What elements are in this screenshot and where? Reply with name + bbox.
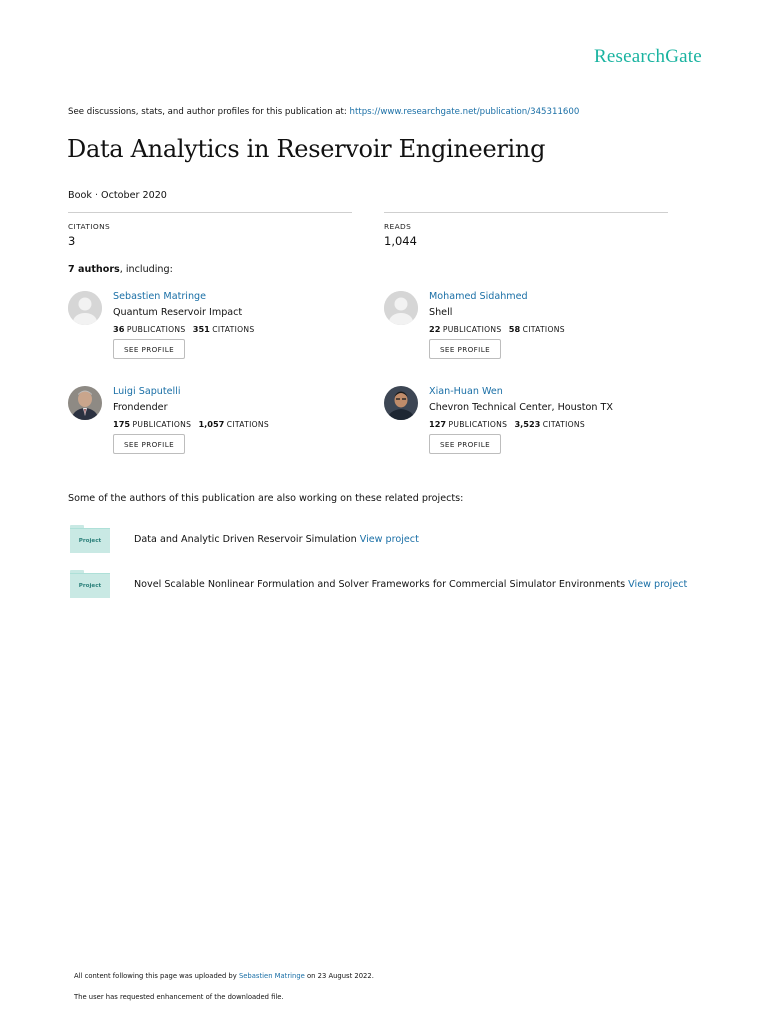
publication-title: Data Analytics in Reservoir Engineering (67, 135, 546, 163)
project-title: Novel Scalable Nonlinear Formulation and Solver Frameworks for Commercial Simulator Environments (134, 579, 626, 590)
view-project-link[interactable]: View project (359, 534, 419, 545)
author-institution: Quantum Reservoir Impact (113, 307, 243, 318)
researchgate-logo[interactable]: ResearchGate (594, 46, 702, 67)
reads-divider (384, 212, 668, 213)
placeholder-avatar-icon[interactable] (384, 291, 418, 325)
citations-count: 58 (508, 324, 521, 334)
authors-heading (68, 264, 173, 275)
view-project-link[interactable]: View project (628, 579, 688, 590)
publication-meta (68, 190, 167, 201)
author-stats (113, 324, 255, 334)
publications-count: 22 (429, 324, 441, 334)
project-item (68, 525, 708, 555)
citations-label: CITATIONS (542, 420, 586, 429)
project-title-line (134, 534, 419, 545)
citations-count: 3,523 (514, 419, 541, 429)
see-profile-button[interactable]: SEE PROFILE (113, 339, 185, 359)
citations-label: CITATIONS (522, 325, 565, 334)
folder-label: Project (70, 573, 110, 598)
citations-label: CITATIONS (226, 420, 270, 429)
project-title-line (134, 579, 687, 590)
author-card (68, 291, 368, 371)
publications-count: 127 (429, 419, 447, 429)
reads-value: 1,044 (384, 234, 417, 248)
author-card (68, 386, 368, 466)
citations-label: CITATIONS (68, 222, 111, 231)
author-institution: Shell (429, 307, 453, 318)
author-stats (429, 419, 585, 429)
project-item (68, 570, 708, 600)
photo-avatar[interactable] (68, 386, 102, 420)
upload-note (74, 972, 374, 980)
discussion-text: See discussions, stats, and author profiles for this publication at: (68, 107, 347, 117)
publications-count: 36 (113, 324, 125, 334)
upload-prefix: All content following this page was uploaded by (74, 972, 237, 980)
placeholder-avatar-icon[interactable] (68, 291, 102, 325)
author-stats (113, 419, 269, 429)
publication-type: Book (68, 190, 92, 201)
author-stats (429, 324, 565, 334)
author-name-link[interactable]: Mohamed Sidahmed (429, 291, 528, 302)
project-folder-icon[interactable] (70, 525, 110, 553)
uploader-link[interactable]: Sebastien Matringe (238, 972, 305, 980)
publications-label: PUBLICATIONS (448, 420, 508, 429)
meta-separator: · (91, 190, 102, 201)
project-title: Data and Analytic Driven Reservoir Simulation (134, 534, 357, 545)
publications-label: PUBLICATIONS (442, 325, 502, 334)
photo-avatar[interactable] (384, 386, 418, 420)
publications-count: 175 (113, 419, 131, 429)
discussion-line (68, 107, 579, 117)
author-institution: Frondender (113, 402, 168, 413)
project-folder-icon[interactable] (70, 570, 110, 598)
authors-heading-suffix: , including: (119, 264, 173, 275)
citations-count: 351 (192, 324, 210, 334)
publications-label: PUBLICATIONS (126, 325, 186, 334)
publication-url-link[interactable]: https://www.researchgate.net/publication/345311600 (349, 107, 580, 117)
author-card (384, 291, 684, 371)
authors-count: 7 authors (68, 264, 120, 275)
publications-label: PUBLICATIONS (132, 420, 192, 429)
upload-suffix: on 23 August 2022. (307, 972, 374, 980)
author-name-link[interactable]: Sebastien Matringe (113, 291, 207, 302)
citations-label: CITATIONS (212, 325, 255, 334)
author-card (384, 386, 684, 466)
author-name-link[interactable]: Luigi Saputelli (113, 386, 181, 397)
enhancement-note: The user has requested enhancement of the downloaded file. (74, 993, 284, 1001)
citations-count: 1,057 (198, 419, 225, 429)
citations-value: 3 (68, 234, 76, 248)
folder-label: Project (70, 528, 110, 553)
related-projects-heading: Some of the authors of this publication are also working on these related projects: (68, 493, 464, 504)
reads-label: READS (384, 222, 412, 231)
publication-date: October 2020 (101, 190, 167, 201)
citations-divider (68, 212, 352, 213)
author-name-link[interactable]: Xian-Huan Wen (429, 386, 503, 397)
see-profile-button[interactable]: SEE PROFILE (429, 434, 501, 454)
see-profile-button[interactable]: SEE PROFILE (113, 434, 185, 454)
see-profile-button[interactable]: SEE PROFILE (429, 339, 501, 359)
author-institution: Chevron Technical Center, Houston TX (429, 402, 613, 413)
